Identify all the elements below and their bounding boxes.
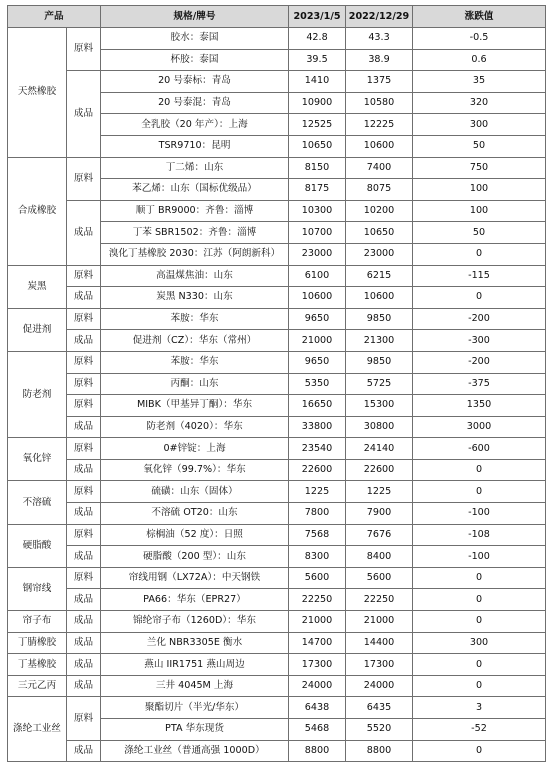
spec-cell: 苯乙烯：山东（国标优级品）: [101, 179, 289, 201]
change-cell: 3: [413, 697, 546, 719]
type-cell: 原料: [67, 567, 101, 589]
change-cell: -115: [413, 265, 546, 287]
value-2023-cell: 12525: [289, 114, 346, 136]
product-cell: 三元乙丙: [8, 675, 67, 697]
value-2022-cell: 22600: [346, 459, 413, 481]
type-cell: 原料: [67, 265, 101, 287]
type-cell: 原料: [67, 373, 101, 395]
spec-cell: 20 号泰混：青岛: [101, 92, 289, 114]
type-cell: 成品: [67, 71, 101, 157]
value-2022-cell: 9850: [346, 351, 413, 373]
value-2023-cell: 10300: [289, 200, 346, 222]
spec-cell: 20 号泰标：青岛: [101, 71, 289, 93]
change-cell: 0: [413, 459, 546, 481]
table-row: [8, 157, 546, 179]
change-cell: 50: [413, 135, 546, 157]
type-cell: 成品: [67, 503, 101, 525]
type-cell: 原料: [67, 308, 101, 330]
value-2022-cell: 15300: [346, 395, 413, 417]
value-2023-cell: 16650: [289, 395, 346, 417]
value-2023-cell: 23000: [289, 243, 346, 265]
value-2022-cell: 17300: [346, 654, 413, 676]
value-2022-cell: 8075: [346, 179, 413, 201]
type-cell: 成品: [67, 675, 101, 697]
spec-cell: 燕山 IIR1751 燕山周边: [101, 654, 289, 676]
table-row: [8, 438, 546, 460]
change-cell: 100: [413, 179, 546, 201]
spec-cell: 锦纶帘子布（1260D）：华东: [101, 611, 289, 633]
value-2023-cell: 5350: [289, 373, 346, 395]
product-cell: 硬脂酸: [8, 524, 67, 567]
change-cell: 0: [413, 243, 546, 265]
value-2023-cell: 14700: [289, 632, 346, 654]
type-cell: 成品: [67, 611, 101, 633]
value-2023-cell: 1410: [289, 71, 346, 93]
table-row: [8, 503, 546, 525]
value-2023-cell: 23540: [289, 438, 346, 460]
spec-cell: 丙酮：山东: [101, 373, 289, 395]
value-2022-cell: 21300: [346, 330, 413, 352]
product-cell: 氧化锌: [8, 438, 67, 481]
value-2022-cell: 22250: [346, 589, 413, 611]
change-cell: 1350: [413, 395, 546, 417]
value-2022-cell: 10580: [346, 92, 413, 114]
spec-cell: 苯胺：华东: [101, 351, 289, 373]
value-2022-cell: 10650: [346, 222, 413, 244]
change-cell: 0: [413, 654, 546, 676]
type-cell: 原料: [67, 481, 101, 503]
spec-cell: 不溶硫 OT20：山东: [101, 503, 289, 525]
spec-cell: 涤纶工业丝（普通高强 1000D）: [101, 740, 289, 762]
change-cell: 0: [413, 611, 546, 633]
spec-cell: 硫磺：山东（固体）: [101, 481, 289, 503]
header-date-1: 2023/1/5: [289, 6, 346, 28]
value-2023-cell: 10700: [289, 222, 346, 244]
value-2022-cell: 7900: [346, 503, 413, 525]
spec-cell: 丁二烯：山东: [101, 157, 289, 179]
price-table: [7, 5, 546, 762]
change-cell: 3000: [413, 416, 546, 438]
table-row: [8, 416, 546, 438]
type-cell: 成品: [67, 740, 101, 762]
type-cell: 成品: [67, 546, 101, 568]
type-cell: 成品: [67, 632, 101, 654]
value-2022-cell: 21000: [346, 611, 413, 633]
change-cell: 50: [413, 222, 546, 244]
value-2023-cell: 8800: [289, 740, 346, 762]
change-cell: 320: [413, 92, 546, 114]
spec-cell: 硬脂酸（200 型）：山东: [101, 546, 289, 568]
change-cell: 0.6: [413, 49, 546, 71]
change-cell: -200: [413, 351, 546, 373]
change-cell: -108: [413, 524, 546, 546]
table-row: [8, 265, 546, 287]
value-2023-cell: 17300: [289, 654, 346, 676]
value-2023-cell: 22600: [289, 459, 346, 481]
value-2023-cell: 39.5: [289, 49, 346, 71]
value-2022-cell: 10600: [346, 135, 413, 157]
header-row: [8, 6, 546, 28]
spec-cell: 0#锌锭：上海: [101, 438, 289, 460]
spec-cell: 胶水：泰国: [101, 28, 289, 50]
change-cell: -375: [413, 373, 546, 395]
type-cell: 原料: [67, 438, 101, 460]
spec-cell: MIBK（甲基异丁酮）：华东: [101, 395, 289, 417]
type-cell: 成品: [67, 416, 101, 438]
value-2022-cell: 9850: [346, 308, 413, 330]
value-2023-cell: 10600: [289, 287, 346, 309]
header-spec: 规格/牌号: [101, 6, 289, 28]
type-cell: 成品: [67, 589, 101, 611]
change-cell: -0.5: [413, 28, 546, 50]
table-row: [8, 654, 546, 676]
change-cell: -100: [413, 503, 546, 525]
value-2022-cell: 30800: [346, 416, 413, 438]
table-row: [8, 308, 546, 330]
table-row: [8, 611, 546, 633]
value-2022-cell: 24000: [346, 675, 413, 697]
spec-cell: 顺丁 BR9000：齐鲁：淄博: [101, 200, 289, 222]
spec-cell: PA66：华东（EPR27）: [101, 589, 289, 611]
value-2022-cell: 23000: [346, 243, 413, 265]
spec-cell: TSR9710：昆明: [101, 135, 289, 157]
product-cell: 不溶硫: [8, 481, 67, 524]
value-2022-cell: 1225: [346, 481, 413, 503]
type-cell: 原料: [67, 351, 101, 373]
value-2023-cell: 9650: [289, 308, 346, 330]
spec-cell: 聚酯切片（半光/华东）: [101, 697, 289, 719]
product-cell: 帘子布: [8, 611, 67, 633]
value-2023-cell: 21000: [289, 330, 346, 352]
spec-cell: 丁苯 SBR1502：齐鲁：淄博: [101, 222, 289, 244]
table-row: [8, 330, 546, 352]
value-2023-cell: 7800: [289, 503, 346, 525]
table-row: [8, 351, 546, 373]
product-cell: 天然橡胶: [8, 28, 67, 158]
change-cell: 750: [413, 157, 546, 179]
value-2023-cell: 9650: [289, 351, 346, 373]
table-row: [8, 200, 546, 222]
spec-cell: 促进剂（CZ）：华东（常州）: [101, 330, 289, 352]
value-2022-cell: 14400: [346, 632, 413, 654]
change-cell: 300: [413, 632, 546, 654]
spec-cell: 兰化 NBR3305E 衡水: [101, 632, 289, 654]
product-cell: 钢帘线: [8, 567, 67, 610]
value-2023-cell: 24000: [289, 675, 346, 697]
table-row: [8, 524, 546, 546]
value-2023-cell: 8150: [289, 157, 346, 179]
table-body: [8, 28, 546, 762]
value-2022-cell: 38.9: [346, 49, 413, 71]
type-cell: 原料: [67, 157, 101, 200]
table-row: [8, 697, 546, 719]
spec-cell: 苯胺：华东: [101, 308, 289, 330]
table-row: [8, 71, 546, 93]
product-cell: 炭黑: [8, 265, 67, 308]
change-cell: 300: [413, 114, 546, 136]
value-2023-cell: 6100: [289, 265, 346, 287]
product-cell: 丁基橡胶: [8, 654, 67, 676]
change-cell: -200: [413, 308, 546, 330]
value-2023-cell: 33800: [289, 416, 346, 438]
spec-cell: 全乳胶（20 年产）：上海: [101, 114, 289, 136]
value-2022-cell: 1375: [346, 71, 413, 93]
value-2022-cell: 5725: [346, 373, 413, 395]
spec-cell: 帘线用钢（LX72A）：中天钢铁: [101, 567, 289, 589]
value-2022-cell: 8800: [346, 740, 413, 762]
type-cell: 成品: [67, 459, 101, 481]
change-cell: 0: [413, 287, 546, 309]
value-2022-cell: 5520: [346, 719, 413, 741]
value-2022-cell: 7400: [346, 157, 413, 179]
value-2023-cell: 1225: [289, 481, 346, 503]
value-2022-cell: 24140: [346, 438, 413, 460]
table-row: [8, 567, 546, 589]
value-2023-cell: 8175: [289, 179, 346, 201]
value-2022-cell: 12225: [346, 114, 413, 136]
table-row: [8, 481, 546, 503]
value-2023-cell: 10650: [289, 135, 346, 157]
table-row: [8, 395, 546, 417]
change-cell: 100: [413, 200, 546, 222]
change-cell: -600: [413, 438, 546, 460]
table-row: [8, 287, 546, 309]
spec-cell: 溴化丁基橡胶 2030：江苏（阿朗新科）: [101, 243, 289, 265]
change-cell: 35: [413, 71, 546, 93]
spec-cell: 棕榈油（52 度）：日照: [101, 524, 289, 546]
header-date-2: 2022/12/29: [346, 6, 413, 28]
type-cell: 成品: [67, 330, 101, 352]
value-2022-cell: 43.3: [346, 28, 413, 50]
table-row: [8, 632, 546, 654]
value-2023-cell: 8300: [289, 546, 346, 568]
value-2023-cell: 22250: [289, 589, 346, 611]
product-cell: 防老剂: [8, 351, 67, 437]
spec-cell: 氧化锌（99.7%）：华东: [101, 459, 289, 481]
change-cell: -300: [413, 330, 546, 352]
value-2023-cell: 42.8: [289, 28, 346, 50]
value-2023-cell: 5468: [289, 719, 346, 741]
value-2022-cell: 10600: [346, 287, 413, 309]
change-cell: 0: [413, 675, 546, 697]
value-2023-cell: 21000: [289, 611, 346, 633]
change-cell: -100: [413, 546, 546, 568]
table-row: [8, 546, 546, 568]
type-cell: 成品: [67, 200, 101, 265]
product-cell: 丁腈橡胶: [8, 632, 67, 654]
value-2022-cell: 8400: [346, 546, 413, 568]
spec-cell: 防老剂（4020）：华东: [101, 416, 289, 438]
table-row: [8, 373, 546, 395]
type-cell: 原料: [67, 524, 101, 546]
table-row: [8, 740, 546, 762]
change-cell: -52: [413, 719, 546, 741]
table-row: [8, 28, 546, 50]
table-row: [8, 459, 546, 481]
value-2022-cell: 7676: [346, 524, 413, 546]
spec-cell: 炭黑 N330：山东: [101, 287, 289, 309]
spec-cell: PTA 华东现货: [101, 719, 289, 741]
value-2023-cell: 5600: [289, 567, 346, 589]
type-cell: 原料: [67, 28, 101, 71]
product-cell: 涤纶工业丝: [8, 697, 67, 762]
change-cell: 0: [413, 481, 546, 503]
product-cell: 合成橡胶: [8, 157, 67, 265]
value-2022-cell: 6215: [346, 265, 413, 287]
value-2022-cell: 5600: [346, 567, 413, 589]
header-change: 涨跌值: [413, 6, 546, 28]
change-cell: 0: [413, 740, 546, 762]
value-2022-cell: 6435: [346, 697, 413, 719]
change-cell: 0: [413, 589, 546, 611]
type-cell: 成品: [67, 287, 101, 309]
type-cell: 成品: [67, 654, 101, 676]
spec-cell: 三井 4045M 上海: [101, 675, 289, 697]
spec-cell: 杯胶：泰国: [101, 49, 289, 71]
change-cell: 0: [413, 567, 546, 589]
type-cell: 原料: [67, 697, 101, 740]
value-2023-cell: 7568: [289, 524, 346, 546]
value-2023-cell: 10900: [289, 92, 346, 114]
value-2023-cell: 6438: [289, 697, 346, 719]
value-2022-cell: 10200: [346, 200, 413, 222]
spec-cell: 高温煤焦油：山东: [101, 265, 289, 287]
type-cell: 原料: [67, 395, 101, 417]
table-row: [8, 589, 546, 611]
table-row: [8, 675, 546, 697]
product-cell: 促进剂: [8, 308, 67, 351]
header-product: 产品: [8, 6, 101, 28]
